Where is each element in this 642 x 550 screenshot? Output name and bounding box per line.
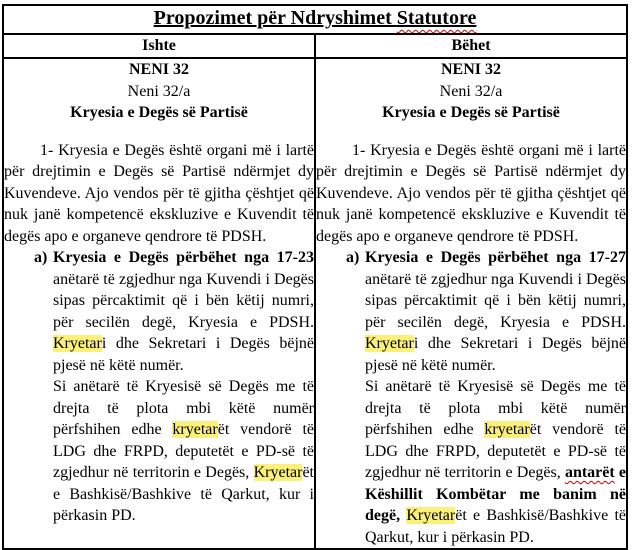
list-item-continuation — [365, 376, 626, 548]
text-run: e Këshillit Kombëtar me banim në degë, — [365, 464, 627, 524]
text-run: ët vendorë të LDG dhe FRPD, deputetët e PD-së të zgjedhur në territorin e Degës, — [365, 421, 627, 481]
article-subnumber-heading: Neni 32/a — [127, 82, 191, 100]
statute-proposals-table — [2, 4, 628, 550]
text-run: Kryesia e Degës përbëhet nga 17-23 — [53, 249, 314, 266]
text-run: kryetar — [172, 421, 218, 438]
column-behet-cell — [315, 58, 627, 549]
text-run: anëtarë të zgjedhur nga Kuvendi i Degës sipas përcaktimit që i bën këtij numri, për secilën degë, Kryesia e PDSH. — [365, 270, 626, 331]
column-header-behet: Bëhet — [315, 34, 627, 58]
list-item-a — [346, 247, 627, 548]
article-number-heading: NENI 32 — [440, 61, 501, 78]
text-run: antarët — [564, 464, 615, 481]
text-run: ët e Bashkisë/Bashkive të Qarkut, kur i përkasin PD. — [53, 464, 314, 524]
text-run: kryetar — [484, 421, 530, 438]
title-row — [3, 5, 627, 34]
title-cell — [3, 5, 627, 34]
list-item-marker: a) — [34, 249, 48, 266]
article-title-heading: Kryesia e Degës së Partisë — [70, 104, 248, 121]
title-misspelled-word: Statutore — [396, 7, 477, 29]
list-item-marker: a) — [346, 249, 360, 266]
column-header-ishte: Ishte — [3, 34, 315, 58]
list-item-text — [53, 247, 314, 376]
list-item-text — [365, 247, 626, 376]
column-header-row — [3, 34, 627, 58]
paragraph-1: 1- Kryesia e Degës është organi më i lartë për drejtimin e Degës së Partisë ndërmjet dy Kuvendeve. Ajo vendos për të gjitha çështjet që nuk janë kompetencë ekskluzive e Kuvendit të degës apo e organeve qendrore të PDSH. — [4, 141, 314, 245]
text-run: Kryetar — [253, 464, 303, 481]
article-subnumber-heading: Neni 32/a — [439, 82, 503, 100]
text-run: i dhe Sekretari i Degës bëjnë pjesë në këtë numër. — [365, 335, 626, 374]
text-run: Kryesia e Degës përbëhet nga 17-27 — [365, 249, 626, 266]
text-run: Si anëtarë të Kryesisë së Degës me të drejta të plota mbi këtë numër përfshihen edhe — [365, 378, 626, 438]
text-run: anëtarë të zgjedhur nga Kuvendi i Degës sipas përcaktimit që i bën këtij numri, për secilën degë, Kryesia e PDSH. — [53, 270, 314, 331]
title-text: Propozimet për Ndryshimet — [153, 7, 397, 29]
text-run: i dhe Sekretari i Degës bëjnë pjesë në këtë numër. — [53, 335, 314, 374]
text-run: Kryetar — [53, 335, 102, 352]
article-number-heading: NENI 32 — [128, 61, 189, 78]
text-run: Si anëtarë të Kryesisë së Degës me të drejta të plota mbi këtë numër përfshihen edhe — [53, 378, 314, 438]
list-item-continuation — [53, 376, 314, 527]
text-run: Kryetar — [406, 507, 456, 524]
content-row — [3, 58, 627, 549]
document-title — [154, 7, 477, 29]
column-ishte-cell — [3, 58, 315, 549]
article-title-heading: Kryesia e Degës së Partisë — [382, 104, 560, 121]
list-item-a — [34, 247, 315, 527]
text-run: ët vendorë të LDG dhe FRPD, deputetët e PD-së të zgjedhur në territorin e Degës, — [53, 421, 315, 481]
paragraph-1: 1- Kryesia e Degës është organi më i lartë për drejtimin e Degës së Partisë ndërmjet dy Kuvendeve. Ajo vendos për të gjitha çështjet që nuk janë kompetencë ekskluzive e Kuvendit të degës apo e organeve qendrore të PDSH. — [316, 141, 626, 245]
text-run: Kryetar — [365, 335, 414, 352]
text-run: ët e Bashkisë/Bashkive të Qarkut, kur i përkasin PD. — [365, 507, 626, 546]
